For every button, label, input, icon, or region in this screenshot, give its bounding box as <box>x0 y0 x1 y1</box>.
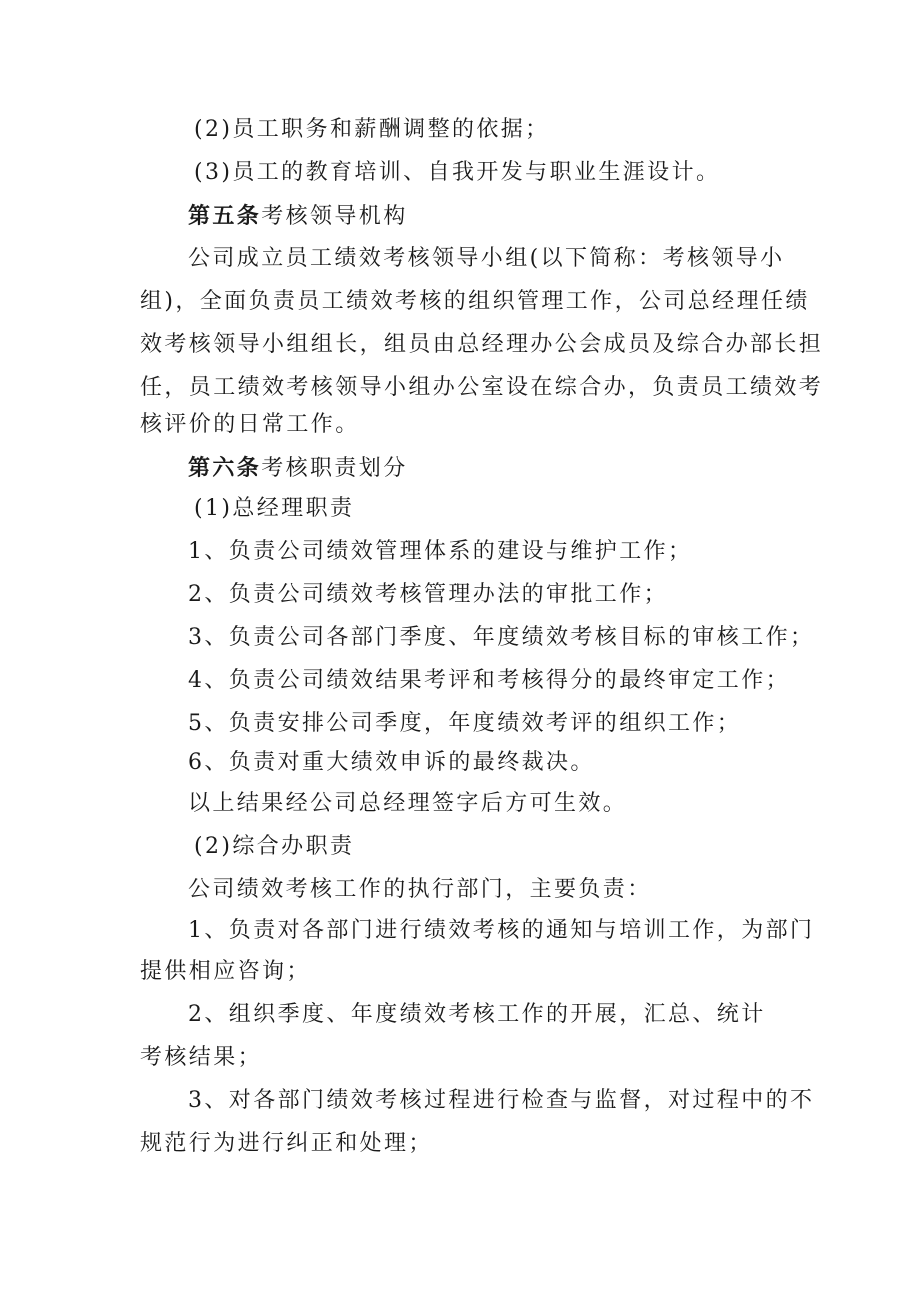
paragraph-line: (3)员工的教育培训、自我开发与职业生涯设计。 <box>194 160 721 185</box>
list-item: 3、负责公司各部门季度、年度绩效考核目标的审核工作； <box>188 625 815 650</box>
list-item: 4、负责公司绩效结果考评和考核得分的最终审定工作； <box>188 668 790 693</box>
paragraph-line: (2)员工职务和薪酬调整的依据； <box>194 117 550 142</box>
list-item: 5、负责安排公司季度，年度绩效考评的组织工作； <box>188 711 742 736</box>
paragraph-line: 公司绩效考核工作的执行部门，主要负责： <box>188 877 652 902</box>
paragraph-line: 以上结果经公司总经理签字后方可生效。 <box>188 791 628 816</box>
paragraph-line: 提供相应咨询； <box>140 959 311 984</box>
article-heading <box>188 453 408 484</box>
list-item: 1、负责公司绩效管理体系的建设与维护工作； <box>188 539 693 564</box>
article-title: 考核职责划分 <box>261 456 408 481</box>
paragraph-line: 考核结果； <box>140 1045 263 1070</box>
paragraph-line: 任，员工绩效考核领导小组办公室设在综合办，负责员工绩效考 <box>140 375 824 400</box>
list-item: 1、负责对各部门进行绩效考核的通知与培训工作，为部门 <box>188 918 815 943</box>
paragraph-line: (2)综合办职责 <box>194 834 355 859</box>
paragraph-line: 公司成立员工绩效考核领导小组(以下简称：考核领导小 <box>188 246 785 271</box>
article-number: 第六条 <box>188 455 262 481</box>
list-item: 3、对各部门绩效考核过程进行检查与监督，对过程中的不 <box>188 1088 815 1113</box>
paragraph-line: 组)，全面负责员工绩效考核的组织管理工作，公司总经理任绩 <box>140 289 810 314</box>
list-item: 6、负责对重大绩效申诉的最终裁决。 <box>188 750 595 775</box>
article-number: 第五条 <box>188 203 262 229</box>
list-item: 2、组织季度、年度绩效考核工作的开展，汇总、统计 <box>188 1002 766 1027</box>
paragraph-line: 效考核领导小组组长，组员由总经理办公会成员及综合办部长担 <box>140 332 824 357</box>
paragraph-line: 核评价的日常工作。 <box>140 412 360 437</box>
article-heading <box>188 201 408 232</box>
article-title: 考核领导机构 <box>261 204 408 229</box>
list-item: 2、负责公司绩效考核管理办法的审批工作； <box>188 582 668 607</box>
paragraph-line: 规范行为进行纠正和处理； <box>140 1131 433 1156</box>
paragraph-line: (1)总经理职责 <box>194 496 355 521</box>
